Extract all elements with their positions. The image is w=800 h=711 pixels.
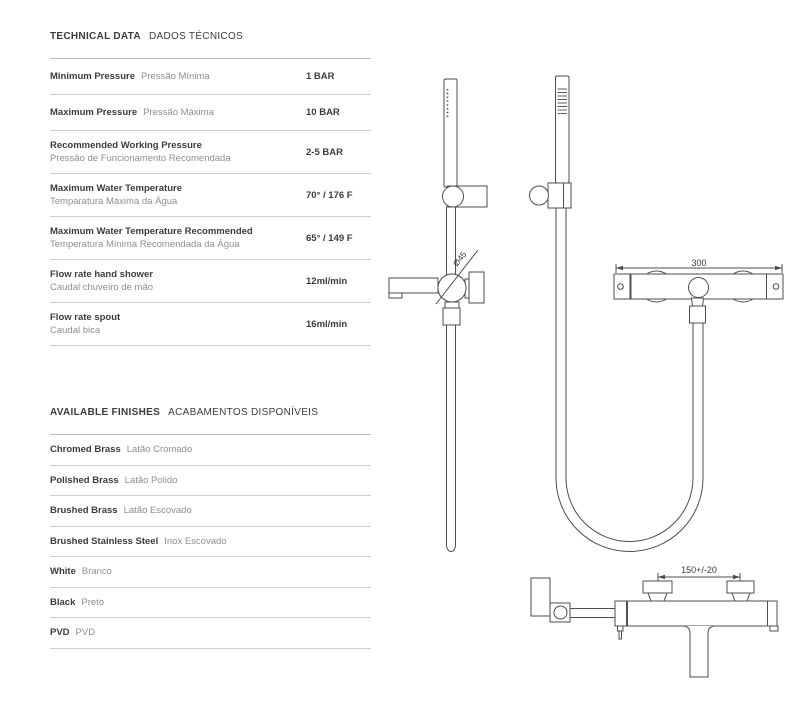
valve-diameter-label: Ø45 — [450, 249, 469, 269]
finish-name-pt: Branco — [81, 566, 112, 578]
hose-nut — [445, 302, 459, 308]
spec-value: 70° / 176 F — [306, 189, 353, 201]
inlet-connector-left — [643, 581, 672, 601]
bar-hose-fitting — [690, 306, 706, 323]
spec-label-en: Recommended Working Pressure — [50, 140, 202, 151]
connection-pipe — [570, 609, 615, 618]
spec-label-en: Flow rate hand shower — [50, 269, 153, 280]
bath-mixer-front-view — [531, 565, 778, 677]
available-finishes-title-en: AVAILABLE FINISHES — [50, 407, 161, 418]
finish-name-pt: Latão Cromado — [126, 444, 193, 456]
spec-label-pt: Pressão Máxima — [143, 106, 214, 118]
spec-label-pt: Caudal chuveiro de mão — [50, 281, 153, 293]
finish-name-en: Brushed Stainless Steel — [50, 535, 159, 547]
wall-plate — [531, 578, 550, 616]
shower-column-side-view — [389, 79, 487, 552]
hand-shower-handle-side — [444, 79, 457, 187]
finish-name-pt: Latão Escovado — [123, 505, 192, 517]
spec-value: 65° / 149 F — [306, 232, 353, 244]
spec-label-pt: Pressão de Funcionamento Recomendada — [50, 152, 231, 164]
spec-value: 16ml/min — [306, 318, 348, 330]
spec-label-pt: Caudal bica — [50, 324, 101, 336]
spec-label-pt: Pressão Mínima — [141, 70, 210, 82]
spec-label-en: Maximum Pressure — [50, 106, 138, 118]
finish-name-en: Polished Brass — [50, 474, 119, 486]
arrowhead-right — [775, 266, 782, 270]
available-finishes-title-pt: ACABAMENTOS DISPONÍVEIS — [168, 407, 319, 418]
spec-label-en: Maximum Water Temperature Recommended — [50, 226, 253, 237]
technical-data-title-en: TECHNICAL DATA — [50, 31, 141, 42]
finish-name-en: PVD — [50, 627, 70, 639]
bar-outlet-knob — [689, 278, 709, 298]
spout-side — [389, 278, 438, 293]
spec-value: 1 BAR — [306, 71, 335, 82]
slider-knob-side — [443, 186, 464, 207]
technical-data-title-pt: DADOS TÉCNICOS — [148, 31, 243, 42]
spec-value: 10 BAR — [306, 107, 340, 118]
shower-front-view — [530, 76, 784, 552]
finish-name-pt: Inox Escovado — [164, 535, 227, 547]
spout-outlet-lip — [389, 293, 402, 298]
slider-knob-front — [530, 186, 549, 205]
wall-bar-dimension — [616, 258, 782, 273]
hose-fitting — [443, 308, 460, 325]
finish-name-en: Black — [50, 596, 76, 608]
finish-name-en: Brushed Brass — [50, 505, 118, 517]
spec-label-pt: Temperatura Mínima Recomendada da Água — [50, 238, 240, 250]
mixer-body — [615, 601, 777, 626]
diverter-pin — [618, 626, 624, 639]
spec-value: 2-5 BAR — [306, 146, 343, 158]
outlet-taper — [692, 298, 704, 306]
right-end-nub — [770, 626, 778, 631]
center-distance-dimension — [658, 565, 740, 581]
finish-name-en: White — [50, 566, 76, 578]
slider-bracket-front — [548, 183, 571, 208]
arrowhead-right — [733, 575, 740, 579]
control-knob-side — [469, 272, 484, 303]
inlet-connector-right — [727, 581, 754, 601]
valve-body-circle — [438, 274, 466, 302]
bar-width-label: 300 — [691, 258, 707, 268]
spec-label-pt: Temparatura Máxima da Água — [50, 195, 178, 207]
spec-value: 12ml/min — [306, 275, 348, 287]
wall-connector-nut — [554, 606, 567, 619]
down-spout — [684, 626, 714, 677]
center-distance-label: 150+/-20 — [681, 565, 717, 575]
spec-label-en: Maximum Water Temperature — [50, 183, 182, 194]
finish-name-pt: PVD — [75, 627, 96, 639]
hose-straight-side — [447, 325, 456, 552]
arrowhead-left — [616, 266, 623, 270]
arrowhead-left — [658, 575, 665, 579]
finish-name-pt: Preto — [81, 596, 105, 608]
spec-label-en: Flow rate spout — [50, 312, 121, 323]
finish-name-en: Chromed Brass — [50, 444, 121, 456]
finish-name-pt: Latão Polido — [124, 474, 178, 486]
hose-u-loop — [556, 208, 703, 552]
spec-label-en: Minimum Pressure — [50, 70, 135, 82]
